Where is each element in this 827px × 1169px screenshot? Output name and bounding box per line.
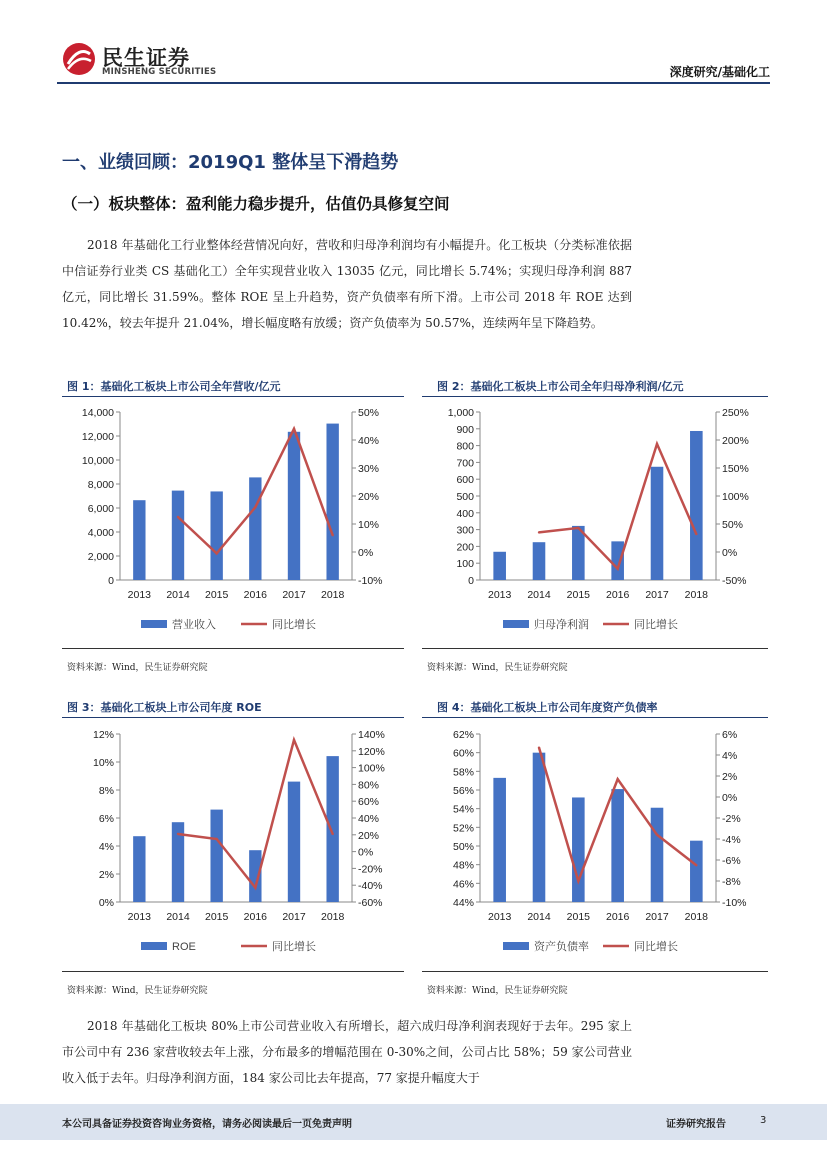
left-axis-tick-label: 14,000: [81, 407, 114, 419]
left-axis-tick-label: 60%: [452, 747, 474, 760]
legend-bar-label: 营业收入: [172, 619, 216, 631]
left-axis-tick-label: 12%: [92, 729, 114, 741]
x-tick-label: 2018: [684, 589, 709, 601]
line-point: [538, 531, 540, 533]
line-point: [177, 516, 179, 518]
right-axis-tick-label: 140%: [358, 729, 385, 741]
bar-资产负债率: [651, 808, 664, 902]
x-tick-label: 2018: [320, 911, 345, 923]
x-tick-label: 2015: [204, 911, 229, 923]
line-point: [177, 833, 179, 835]
left-axis-tick-label: 500: [456, 491, 474, 503]
right-axis-tick-label: 200%: [722, 435, 749, 447]
figure-1-chart: [62, 400, 404, 640]
line-point: [293, 428, 295, 430]
x-tick-label: 2017: [645, 589, 669, 601]
header-divider: [57, 82, 770, 84]
line-point: [695, 533, 697, 535]
left-axis-tick-label: 10,000: [81, 455, 114, 467]
bar-营业收入: [172, 491, 184, 580]
left-axis-tick-label: 200: [456, 541, 474, 554]
legend-bar-label: ROE: [172, 941, 196, 953]
x-tick-label: 2016: [605, 911, 630, 923]
line-point: [616, 778, 618, 780]
bar-ROE: [210, 810, 222, 902]
right-axis-tick-label: 100%: [358, 762, 385, 775]
bar-营业收入: [133, 500, 145, 580]
left-axis-tick-label: 300: [456, 524, 474, 537]
figure-1-title: 图 1：基础化工板块上市公司全年营收/亿元: [67, 380, 281, 393]
x-tick-label: 2015: [566, 911, 591, 923]
left-axis-tick-label: 8,000: [87, 479, 114, 491]
left-axis-tick-label: 54%: [452, 803, 474, 816]
bar-营业收入: [288, 432, 300, 580]
line-point: [254, 887, 256, 889]
right-axis-tick-label: 30%: [358, 463, 380, 475]
left-axis-tick-label: 52%: [452, 822, 474, 835]
left-axis-tick-label: 2,000: [87, 551, 114, 563]
left-axis-tick-label: 8%: [98, 785, 114, 797]
x-tick-label: 2013: [127, 589, 152, 601]
right-axis-tick-label: 40%: [358, 435, 380, 447]
bar-ROE: [326, 756, 338, 902]
bar-资产负债率: [533, 753, 546, 902]
right-axis-tick-label: -20%: [358, 863, 383, 876]
bar-资产负债率: [572, 797, 585, 902]
line-point: [538, 746, 540, 748]
line-point: [215, 838, 217, 840]
right-axis-tick-label: -10%: [722, 897, 747, 909]
figure-2-title: 图 2：基础化工板块上市公司全年归母净利润/亿元: [437, 380, 684, 393]
right-axis-tick-label: 0%: [358, 846, 374, 859]
sub-section-title: （一）板块整体：盈利能力稳步提升，估值仍具修复空间: [62, 195, 450, 213]
left-axis-tick-label: 62%: [452, 729, 474, 741]
body-paragraph-1: 2018 年基础化工行业整体经营情况向好，营收和归母净利润均有小幅提升。化工板块（分类标准依据中信证券行业类 CS 基础化工）全年实现营业收入 13035 亿元，同比增长 5.74%；实现归母净利润 887 亿元，同比增长 31.59%。整体 ROE 呈上升趋势，资产负债率有所下滑。上市公司 2018 年 ROE 达到 10.42%，较去年提升 21.04%，增长幅度略有放缓；资产负债率为 50.57%，连续两年呈下降趋势。: [62, 238, 632, 330]
right-axis-tick-label: 10%: [358, 519, 380, 531]
line-point: [616, 568, 618, 570]
right-axis-tick-label: 0%: [358, 547, 374, 559]
line-point: [254, 506, 256, 508]
left-axis-tick-label: 58%: [452, 766, 474, 779]
legend-line-label: 同比增长: [272, 619, 316, 631]
bar-资产负债率: [690, 841, 703, 902]
left-axis-tick-label: 400: [456, 507, 474, 520]
left-axis-tick-label: 6%: [98, 813, 114, 825]
x-tick-label: 2013: [487, 911, 512, 923]
left-axis-tick-label: 0: [108, 575, 114, 587]
x-tick-label: 2017: [645, 911, 669, 923]
x-tick-label: 2018: [320, 589, 345, 601]
right-axis-tick-label: 150%: [722, 463, 749, 475]
left-axis-tick-label: 700: [456, 457, 474, 470]
x-tick-label: 2014: [166, 589, 190, 601]
figure-1-top-rule: [62, 396, 404, 397]
right-axis-tick-label: -40%: [358, 880, 383, 893]
bar-ROE: [133, 836, 145, 902]
figure-3-top-rule: [62, 717, 404, 718]
left-axis-tick-label: 800: [456, 440, 474, 453]
figure-3-title: 图 3：基础化工板块上市公司年度 ROE: [67, 701, 262, 714]
left-axis-tick-label: 4%: [98, 841, 114, 853]
x-tick-label: 2016: [605, 589, 630, 601]
body-paragraph-2: 2018 年基础化工板块 80%上市公司营业收入有所增长，超六成归母净利润表现好于去年。295 家上市公司中有 236 家营收较去年上涨，分布最多的增幅范围在 0-30%之间，公司占比 58%；59 家公司营业收入低于去年。归母净利润方面，184 家公司比去年提高，77 家提升幅度大于: [62, 1019, 632, 1085]
left-axis-tick-label: 2%: [98, 869, 114, 881]
right-axis-tick-label: 4%: [722, 750, 738, 762]
legend-bar-swatch: [503, 620, 529, 628]
figure-4-top-rule: [422, 717, 768, 718]
right-axis-tick-label: 120%: [358, 745, 385, 758]
bar-资产负债率: [611, 789, 624, 902]
figure-4-bottom-rule: [422, 971, 768, 972]
figure-4-chart: [422, 722, 768, 962]
figure-4-source: 资料来源：Wind，民生证券研究院: [427, 986, 568, 996]
line-point: [695, 864, 697, 866]
figure-2-bottom-rule: [422, 648, 768, 649]
x-tick-label: 2013: [127, 911, 152, 923]
brand-name-en: MINSHENG SECURITIES: [102, 67, 217, 77]
figure-1-bottom-rule: [62, 648, 404, 649]
footer-disclaimer: 本公司具备证券投资咨询业务资格，请务必阅读最后一页免责声明: [62, 1119, 352, 1130]
line-point: [331, 833, 333, 835]
left-axis-tick-label: 1,000: [447, 407, 474, 419]
left-axis-tick-label: 50%: [452, 841, 474, 853]
right-axis-tick-label: 40%: [358, 813, 380, 825]
right-axis-tick-label: 250%: [722, 407, 749, 419]
left-axis-tick-label: 4,000: [87, 527, 114, 539]
minsheng-logo-icon: [62, 42, 96, 76]
left-axis-tick-label: 0: [468, 575, 474, 587]
figure-2-chart: [422, 400, 768, 640]
right-axis-tick-label: 2%: [722, 771, 738, 783]
left-axis-tick-label: 12,000: [81, 431, 114, 443]
x-tick-label: 2018: [684, 911, 709, 923]
line-point: [656, 834, 658, 836]
right-axis-tick-label: 100%: [722, 491, 749, 503]
line-point: [577, 880, 579, 882]
x-tick-label: 2013: [487, 589, 512, 601]
line-point: [331, 534, 333, 536]
figure-3-source: 资料来源：Wind，民生证券研究院: [67, 986, 208, 996]
right-axis-tick-label: -8%: [722, 876, 741, 888]
report-type-label: 深度研究/基础化工: [669, 65, 770, 79]
right-axis-tick-label: -2%: [722, 813, 741, 825]
left-axis-tick-label: 6,000: [87, 503, 114, 515]
right-axis-tick-label: 20%: [358, 491, 380, 503]
left-axis-tick-label: 0%: [98, 897, 114, 909]
x-tick-label: 2014: [527, 589, 551, 601]
bar-归母净利润: [690, 431, 703, 580]
left-axis-tick-label: 46%: [452, 878, 474, 891]
footer-report-label: 证券研究报告: [666, 1119, 726, 1130]
left-axis-tick-label: 44%: [452, 897, 474, 909]
figure-2-top-rule: [422, 396, 768, 397]
bar-ROE: [288, 782, 300, 902]
x-tick-label: 2017: [282, 911, 306, 923]
right-axis-tick-label: -6%: [722, 855, 741, 867]
bar-归母净利润: [533, 542, 546, 580]
bar-资产负债率: [493, 778, 506, 902]
right-axis-tick-label: 0%: [722, 547, 738, 559]
right-axis-tick-label: 80%: [358, 779, 380, 792]
legend-bar-label: 资产负债率: [534, 941, 589, 953]
bar-营业收入: [249, 477, 261, 580]
right-axis-tick-label: -50%: [722, 575, 747, 587]
left-axis-tick-label: 900: [456, 423, 474, 436]
legend-bar-swatch: [503, 942, 529, 950]
left-axis-tick-label: 56%: [452, 785, 474, 797]
figure-3-chart: [62, 722, 404, 962]
brand-name-cn: 民生证券: [102, 46, 190, 70]
legend-line-label: 同比增长: [634, 619, 678, 631]
x-tick-label: 2014: [527, 911, 551, 923]
bar-营业收入: [210, 491, 222, 580]
bar-归母净利润: [611, 541, 624, 580]
line-point: [656, 443, 658, 445]
bar-营业收入: [326, 424, 338, 580]
x-tick-label: 2016: [243, 589, 268, 601]
left-axis-tick-label: 10%: [92, 757, 114, 769]
section-title: 一、业绩回顾：2019Q1 整体呈下滑趋势: [62, 152, 399, 173]
left-axis-tick-label: 100: [456, 558, 474, 571]
line-point: [215, 552, 217, 554]
figure-3-bottom-rule: [62, 971, 404, 972]
figure-4-title: 图 4：基础化工板块上市公司年度资产负债率: [437, 701, 658, 714]
x-tick-label: 2015: [566, 589, 591, 601]
right-axis-tick-label: 50%: [358, 407, 380, 419]
right-axis-tick-label: 20%: [358, 829, 380, 842]
line-point: [577, 527, 579, 529]
left-axis-tick-label: 48%: [452, 859, 474, 872]
line-point: [293, 739, 295, 741]
x-tick-label: 2017: [282, 589, 306, 601]
right-axis-tick-label: 50%: [722, 519, 744, 531]
right-axis-tick-label: 60%: [358, 796, 380, 809]
x-tick-label: 2016: [243, 911, 268, 923]
right-axis-tick-label: -10%: [358, 575, 383, 587]
legend-line-label: 同比增长: [634, 941, 678, 953]
legend-line-label: 同比增长: [272, 941, 316, 953]
bar-归母净利润: [651, 467, 664, 580]
left-axis-tick-label: 600: [456, 474, 474, 487]
x-tick-label: 2015: [204, 589, 229, 601]
right-axis-tick-label: 6%: [722, 729, 738, 741]
legend-bar-label: 归母净利润: [534, 619, 589, 631]
right-axis-tick-label: 0%: [722, 792, 738, 804]
legend-bar-swatch: [141, 620, 167, 628]
figure-2-source: 资料来源：Wind，民生证券研究院: [427, 663, 568, 673]
x-tick-label: 2014: [166, 911, 190, 923]
page-number: 3: [760, 1115, 767, 1126]
legend-bar-swatch: [141, 942, 167, 950]
right-axis-tick-label: -4%: [722, 834, 741, 846]
figure-1-source: 资料来源：Wind，民生证券研究院: [67, 663, 208, 673]
bar-归母净利润: [493, 552, 506, 580]
right-axis-tick-label: -60%: [358, 897, 383, 909]
